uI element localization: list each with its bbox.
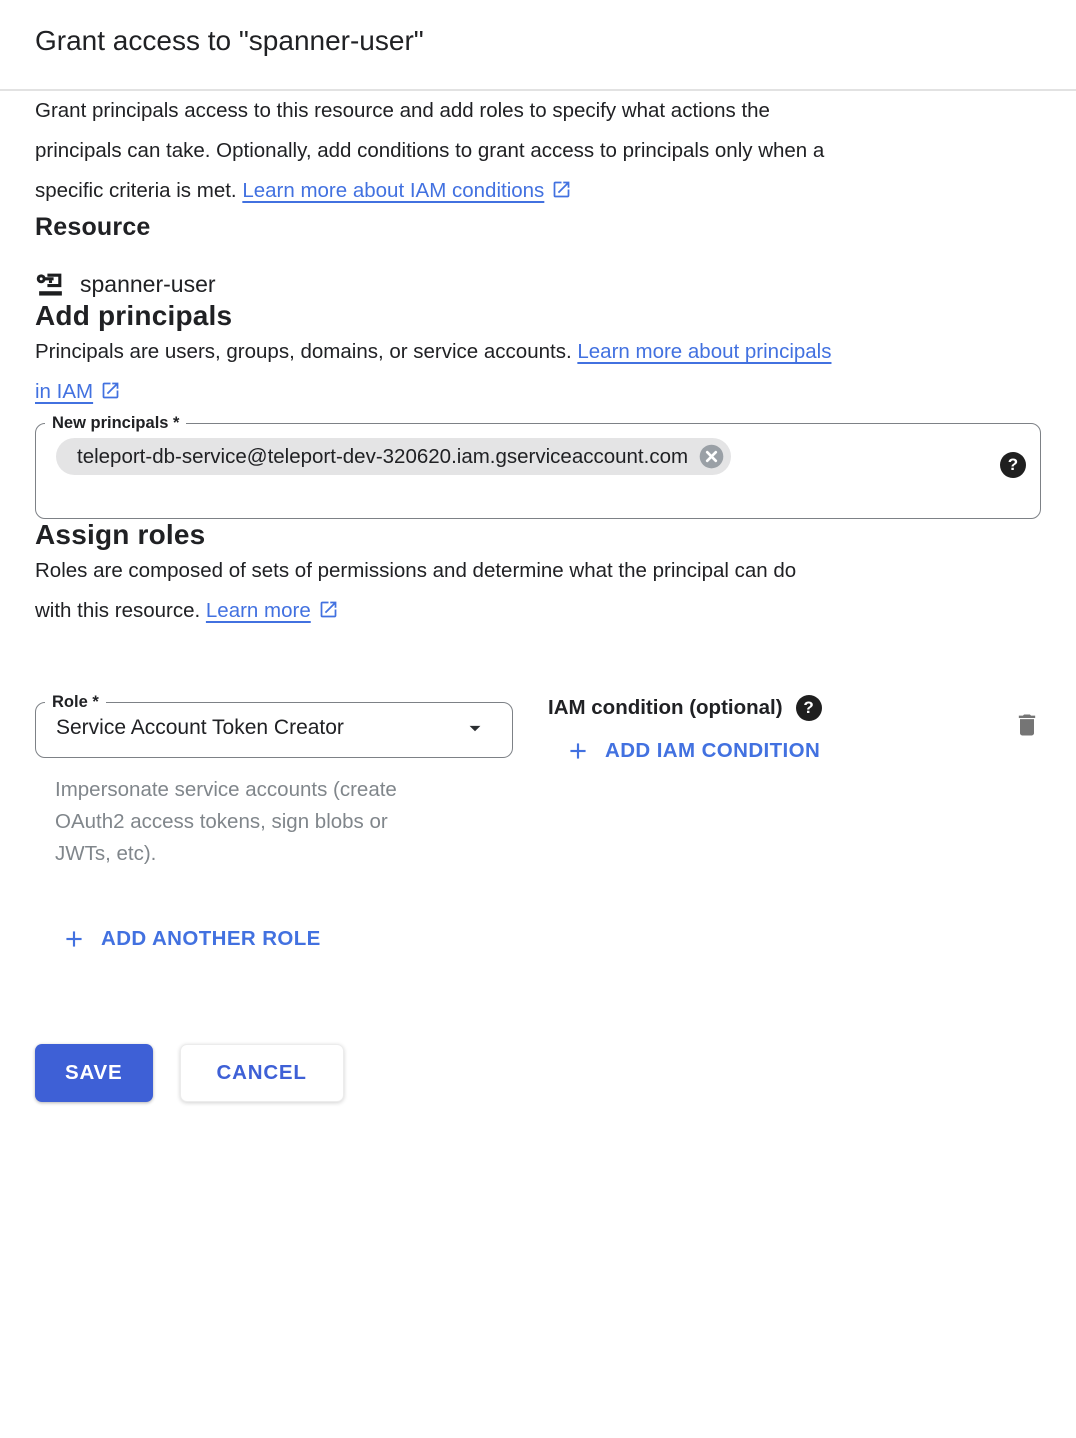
role-column xyxy=(35,691,513,870)
save-button[interactable]: SAVE xyxy=(35,1044,153,1102)
intro-paragraph xyxy=(35,91,1041,211)
roles-desc-line-1: Roles are composed of sets of permissions and determine what the principal can do xyxy=(35,559,797,582)
roles-learn-more-link[interactable]: Learn more xyxy=(206,599,339,622)
principals-learn-more-link[interactable]: Learn more about principals in IAM xyxy=(35,340,832,403)
cancel-button[interactable]: CANCEL xyxy=(180,1044,344,1102)
close-icon[interactable] xyxy=(698,443,725,470)
principals-desc-text: Principals are users, groups, domains, or service accounts. xyxy=(35,340,578,363)
external-link-icon xyxy=(100,380,121,401)
assign-roles-heading: Assign roles xyxy=(35,519,206,550)
dialog-header xyxy=(0,0,1076,57)
add-another-role-button[interactable]: ADD ANOTHER ROLE xyxy=(61,926,321,952)
role-description: Impersonate service accounts (create OAuth2 access tokens, sign blobs or JWTs, etc). xyxy=(55,778,397,865)
principals-description xyxy=(35,332,1041,412)
role-selected-value: Service Account Token Creator xyxy=(56,716,344,739)
trash-icon[interactable] xyxy=(1013,711,1041,739)
role-select-label: Role * xyxy=(52,693,99,711)
roles-description xyxy=(35,551,1041,631)
service-account-key-icon xyxy=(35,269,66,300)
principal-chip-value: teleport-db-service@teleport-dev-320620.iam.gserviceaccount.com xyxy=(77,444,689,468)
role-select[interactable] xyxy=(35,691,513,758)
plus-icon xyxy=(61,926,87,952)
plus-icon xyxy=(565,738,591,764)
new-principals-input-area[interactable] xyxy=(36,434,1040,518)
resource-heading: Resource xyxy=(35,213,151,241)
chevron-down-icon xyxy=(462,715,488,741)
resource-row xyxy=(35,269,1041,300)
intro-line-3: specific criteria is met. xyxy=(35,179,243,202)
iam-condition-label: IAM condition (optional) xyxy=(548,696,783,719)
new-principals-label: New principals * xyxy=(52,414,180,432)
iam-condition-column xyxy=(548,691,822,764)
add-iam-condition-button[interactable]: ADD IAM CONDITION xyxy=(565,738,820,764)
dialog-body xyxy=(0,91,1076,1102)
intro-line-1: Grant principals access to this resource and add roles to specify what actions the xyxy=(35,99,770,122)
iam-conditions-learn-more-link[interactable]: Learn more about IAM conditions xyxy=(242,179,572,202)
intro-line-2: principals can take. Optionally, add conditions to grant access to principals only when a xyxy=(35,139,825,162)
new-principals-field[interactable] xyxy=(35,412,1041,519)
add-principals-heading: Add principals xyxy=(35,300,233,331)
external-link-icon xyxy=(551,179,572,200)
resource-name: spanner-user xyxy=(80,271,216,297)
help-icon[interactable]: ? xyxy=(796,695,822,721)
external-link-icon xyxy=(318,599,339,620)
roles-desc-line-2: with this resource. xyxy=(35,599,206,622)
principal-chip xyxy=(56,438,731,475)
role-row xyxy=(35,691,1041,870)
help-icon[interactable]: ? xyxy=(1000,452,1026,478)
dialog-title: Grant access to "spanner-user" xyxy=(35,25,424,56)
dialog-actions xyxy=(35,1044,1041,1102)
